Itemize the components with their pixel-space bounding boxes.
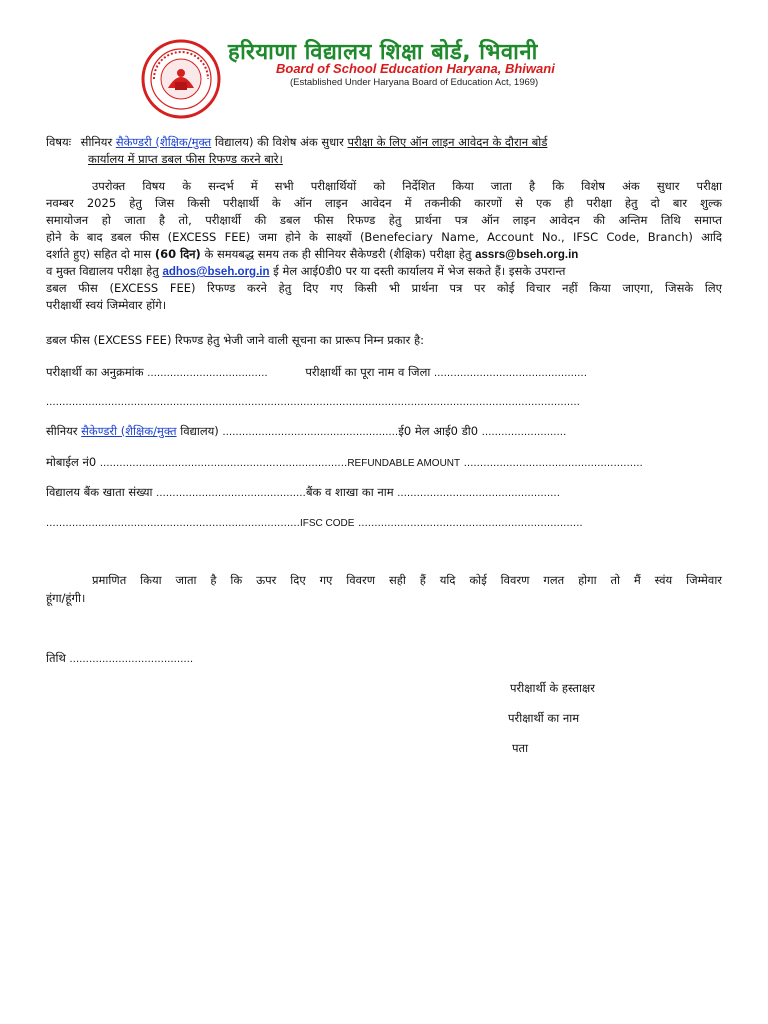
name-continuation-field[interactable]: .................................................................................................................................................................... (46, 396, 581, 408)
declaration-line-2: हूंगा/हूंगी। (46, 591, 86, 605)
para1-line-5: दर्शाते हुए) सहित दो मास (60 दिन) के समयबद्ध समय तक ही सीनियर सैकेण्डरी (शैक्षिक) परीक्षा हेतु assrs@bseh.org.in (46, 247, 579, 261)
para1-line-8: परीक्षार्थी स्वयं जिम्मेवार होंगे। (46, 298, 167, 312)
para1-line-4: होने के बाद डबल फीस (EXCESS FEE) जमा होने के साक्ष्यों (Benefeciary Name, Account No., IFSC Code, Branch) आदि (46, 230, 722, 244)
email-label: ई0 मेल आई0 डी0 (398, 424, 479, 438)
email-adhos-link[interactable]: adhos@bseh.org.in (162, 266, 270, 278)
form-row-ifsc (46, 514, 583, 532)
account-label: विद्यालय बैंक खाता संख्या (46, 485, 153, 499)
board-name-hindi: हरियाणा विद्यालय शिक्षा बोर्ड, भिवानी (228, 40, 538, 65)
subject-line-2: कार्यालय में प्राप्त डबल फीस रिफण्ड करने बारे। (88, 152, 283, 166)
email-field[interactable]: .......................... (481, 426, 567, 438)
para1-line-7: डबल फीस (EXCESS FEE) रिफण्ड करने हेतु दिए गए किसी भी प्रार्थना पत्र पर कोई विचार नहीं किया जाएगा, जिसके लिए (46, 281, 722, 295)
subject-line-1: विषयः सीनियर सैकेण्डरी (शैक्षिक/मुक्त विद्यालय) की विशेष अंक सुधार परीक्षा के लिए ऑन लाइन आवेदन के दौरान बोर्ड (46, 135, 548, 149)
form-row-mobile-amount (46, 454, 643, 472)
address-label: पता (512, 741, 529, 755)
bank-label: बैंक व शाखा का नाम (305, 485, 394, 499)
ifsc-label: IFSC CODE (299, 518, 355, 529)
signature-label: परीक्षार्थी के हस्ताक्षर (510, 681, 595, 695)
format-intro: डबल फीस (EXCESS FEE) रिफण्ड हेतु भेजी जाने वाली सूचना का प्रारूप निम्न प्रकार है: (46, 333, 424, 347)
name-field[interactable]: ............................................... (434, 367, 588, 379)
date-field[interactable]: ...................................... (69, 653, 194, 665)
mobile-label: मोबाईल नं0 (46, 455, 97, 469)
para1-line-2: नवम्बर 2025 हेतु जिस किसी परीक्षार्थी के ऑन लाइन आवेदन में तकनीकी कारणों से एक ही परीक्षा हेतु दो बार शुल्क (46, 196, 722, 210)
declaration-line-1: प्रमाणित किया जाता है कि ऊपर दिए गए विवरण सही हैं यदि कोई विवरण गलत होगा तो मैं स्वंय जिम्मेवार (92, 573, 722, 587)
subject-link[interactable]: सैकेण्डरी (शैक्षिक/मुक्त (115, 135, 212, 149)
account-field[interactable]: .............................................. (156, 487, 306, 499)
school-field[interactable]: ...................................................... (222, 426, 399, 438)
ifsc-pre-field[interactable]: .............................................................................. (46, 517, 300, 529)
refundable-field[interactable]: ....................................................... (463, 457, 643, 469)
para1-line-3: समायोजन हो जाता है तो, परीक्षार्थी की डबल फीस रिफण्ड हेतु प्रार्थना पत्र ऑन लाइन आवेदन की अन्तिम तिथि समाप्त (46, 213, 722, 227)
email-assrs[interactable]: assrs@bseh.org.in (475, 249, 579, 261)
name-label: परीक्षार्थी का पूरा नाम व जिला (305, 365, 431, 379)
ifsc-field[interactable]: ..................................................................... (358, 517, 583, 529)
candidate-name-label: परीक्षार्थी का नाम (508, 711, 580, 725)
para1-line-6: व मुक्त विद्यालय परीक्षा हेतु adhos@bseh.org.in ई मेल आई0डी0 पर या दस्ती कार्यालय में भेज सकते हैं। इसके उपरान्त (46, 264, 566, 278)
date-label: तिथि (46, 651, 66, 665)
school-link[interactable]: सैकेण्डरी (शैक्षिक/मुक्त (81, 424, 177, 438)
board-seal-icon (140, 38, 222, 120)
date-row (46, 650, 193, 668)
board-name-english: Board of School Education Haryana, Bhiwani (276, 61, 555, 76)
established-note: (Established Under Haryana Board of Education Act, 1969) (290, 77, 539, 88)
subject-label: विषयः (46, 135, 72, 149)
form-row-roll-name (46, 364, 587, 382)
mobile-field[interactable]: ............................................................................ (99, 457, 348, 469)
form-row-account-bank (46, 484, 560, 502)
para1-line-1: उपरोक्त विषय के सन्दर्भ में सभी परीक्षार्थियों को निर्देशित किया जाता है कि विशेष अंक सुधार परीक्षा (92, 179, 722, 193)
bank-field[interactable]: .................................................. (397, 487, 561, 499)
roll-label: परीक्षार्थी का अनुक्रमांक (46, 365, 144, 379)
roll-field[interactable]: ..................................... (147, 367, 268, 379)
form-row-school-email: सीनियर सैकेण्डरी (शैक्षिक/मुक्त विद्यालय) ......................................................ई0 मेल आई0 डी0 .......................... (46, 424, 567, 438)
refundable-label: REFUNDABLE AMOUNT (347, 458, 461, 469)
